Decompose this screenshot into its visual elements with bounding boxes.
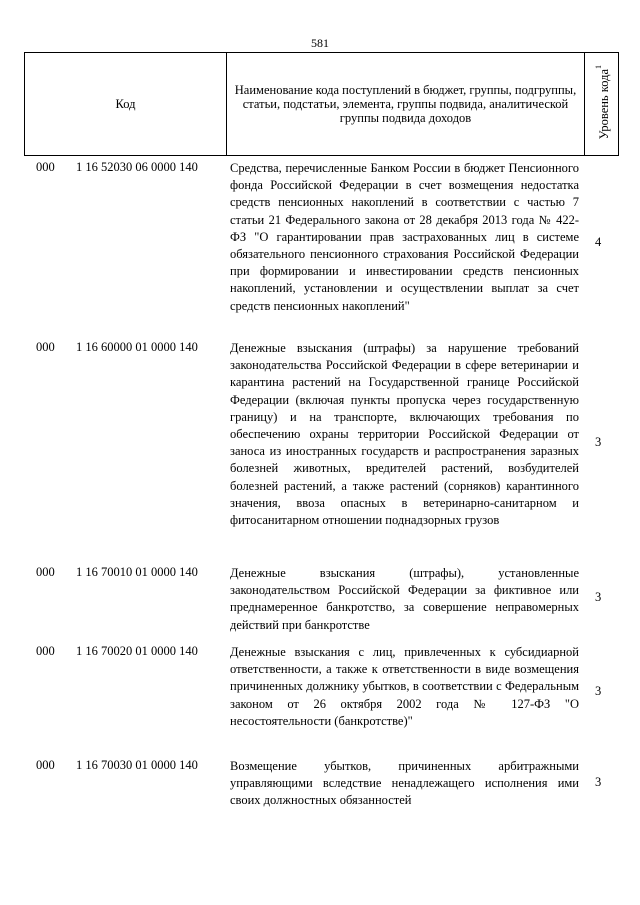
revenue-code: 1 16 60000 01 0000 140 bbox=[76, 340, 198, 354]
table-row bbox=[0, 160, 640, 320]
code-description: Денежные взыскания с лиц, привлеченных к субсидиарной ответственности, а также к ответственности в виде возмещения причиненных должнику убытков, в соответствии с Федеральным законом от 26 октября 2002 года № 127-ФЗ "О несостоятельности (банкротстве)" bbox=[230, 645, 579, 728]
header-name-label: Наименование кода поступлений в бюджет, группы, подгруппы, статьи, подстатьи, элемента, группы подвида, аналитической группы подвида доходов bbox=[234, 83, 577, 125]
table-header bbox=[24, 52, 619, 156]
table-row bbox=[0, 340, 640, 550]
table-row bbox=[0, 758, 640, 818]
header-level-cell bbox=[585, 53, 619, 156]
header-level-label bbox=[592, 65, 611, 139]
admin-code: 000 bbox=[36, 758, 55, 772]
code-level: 4 bbox=[595, 235, 602, 249]
header-level-footnote: 1 bbox=[593, 65, 603, 70]
code-level: 3 bbox=[595, 684, 602, 698]
admin-code: 000 bbox=[36, 160, 55, 174]
admin-code: 000 bbox=[36, 340, 55, 354]
table-row bbox=[0, 644, 640, 744]
revenue-code: 1 16 52030 06 0000 140 bbox=[76, 160, 198, 174]
code-level: 3 bbox=[595, 590, 602, 604]
code-description: Денежные взыскания (штрафы), установленные законодательством Российской Федерации за фиктивное или преднамеренное банкротство, за совершение неправомерных действий при банкротстве bbox=[230, 566, 579, 632]
table-row bbox=[0, 565, 640, 635]
revenue-code: 1 16 70010 01 0000 140 bbox=[76, 565, 198, 579]
admin-code: 000 bbox=[36, 565, 55, 579]
header-code-cell bbox=[25, 53, 227, 156]
header-name-cell bbox=[227, 53, 585, 156]
header-level-text: Уровень кода bbox=[597, 69, 612, 140]
page-number: 581 bbox=[311, 36, 329, 50]
code-level: 3 bbox=[595, 775, 602, 789]
code-description: Средства, перечисленные Банком России в бюджет Пенсионного фонда Российской Федерации в счет возмещения недостатка средств пенсионных накоплений в соответствии с частью 7 статьи 21 Федерального закона от 28 декабря 2013 года № 422-ФЗ "О гарантировании прав застрахованных лиц в системе обязательного пенсионного страхования Российской Федерации при формировании и инвестировании средств пенсионных накоплений, установлении и осуществлении выплат за счет средств пенсионных накоплений" bbox=[230, 161, 579, 313]
admin-code: 000 bbox=[36, 644, 55, 658]
code-level: 3 bbox=[595, 435, 602, 449]
header-code-label: Код bbox=[115, 97, 136, 111]
revenue-code: 1 16 70020 01 0000 140 bbox=[76, 644, 198, 658]
revenue-code: 1 16 70030 01 0000 140 bbox=[76, 758, 198, 772]
code-description: Денежные взыскания (штрафы) за нарушение требований законодательства Российской Федерации в сфере ветеринарии и карантина растений на Государственной границе Российской Федерации (включая пункты пропуска через государственную границу) и на транспорте, включающих требования по обеспечению охраны территории Российской Федерации от заноса из иностранных государств и распространения заразных болезней животных, вредителей растений, возбудителей болезней растений, а также растений (сорняков) карантинного значения, ввоза опасных в ветеринарно-санитарном и фитосанитарном отношении поднадзорных грузов bbox=[230, 341, 579, 528]
code-description: Возмещение убытков, причиненных арбитражными управляющими вследствие ненадлежащего исполнения ими своих должностных обязанностей bbox=[230, 759, 579, 808]
